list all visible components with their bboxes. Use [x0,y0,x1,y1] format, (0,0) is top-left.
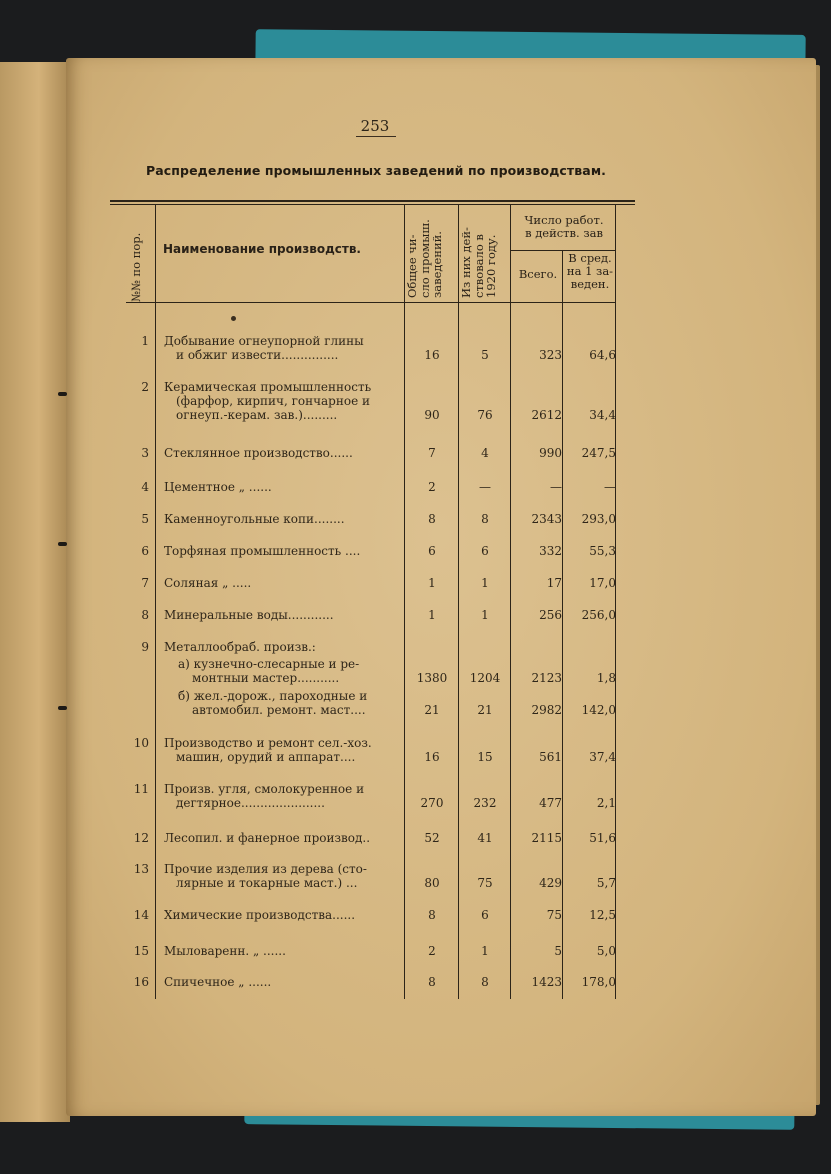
workers-average: 51,6 [589,831,616,845]
header-active: Из них дей- ствовало в 1920 году. [459,227,498,298]
col-divider-workers [562,250,563,999]
production-name [164,480,402,494]
workers-average: 247,5 [581,446,616,460]
page-number-rule [356,136,396,137]
workers-average: 293,0 [581,512,616,526]
production-name [164,862,402,890]
workers-total: 17 [546,576,562,590]
workers-average: 5,0 [596,944,616,958]
row-number: 9 [141,640,149,654]
active-count: 232 [473,796,497,810]
total-count: 270 [420,796,444,810]
production-name-line: машин, орудий и аппарат.... [176,750,356,764]
active-count: 8 [481,975,489,989]
workers-average: — [604,480,616,494]
production-name [164,446,402,460]
workers-average: 5,7 [596,876,616,890]
active-count: 41 [477,831,493,845]
workers-average: 256,0 [581,608,616,622]
production-name-line: б) жел.-дорож., пароходные и [178,689,368,703]
production-name [164,657,402,685]
total-count: 1 [428,608,436,622]
workers-total: 2612 [531,408,562,422]
row-number: 5 [141,512,149,526]
total-count: 1380 [416,671,448,685]
active-count: 1 [481,944,489,958]
production-name-line: лярные и токарные маст.) ... [176,876,358,890]
production-name-line: Добывание огнеупорной глины [164,334,364,348]
total-count: 90 [424,408,440,422]
active-count: 1 [481,608,489,622]
page-number: 253 [360,117,390,135]
total-count: 16 [424,750,440,764]
production-name-line: Произв. угля, смолокуренное и [164,782,365,796]
production-name [164,689,402,717]
workers-average: 37,4 [589,750,616,764]
production-name [164,512,402,526]
workers-total: 429 [539,876,562,890]
active-count: 8 [481,512,489,526]
production-name-line: Химические производства...... [164,908,356,922]
production-name [164,334,402,362]
table-top-rule-thin [110,204,635,205]
production-name-line: Торфяная промышленность .... [164,544,361,558]
workers-total: 2343 [531,512,562,526]
total-count: 52 [424,831,440,845]
production-name-line: а) кузнечно-слесарные и ре- [178,657,360,671]
active-count: 6 [481,544,489,558]
workers-total: 990 [539,446,562,460]
header-number: №№ по пор. [129,232,143,302]
production-name-line: дегтярное...................... [176,796,325,810]
workers-average: 1,8 [596,671,616,685]
col-divider-name [404,204,405,999]
production-name [164,782,402,810]
workers-total: 256 [539,608,562,622]
row-number: 15 [133,944,149,958]
row-number: 2 [141,380,149,394]
production-name [164,640,402,654]
production-name-line: Мыловаренн. „ ...... [164,944,286,958]
production-name-line: Керамическая промышленность [164,380,372,394]
workers-total: 2115 [531,831,562,845]
header-workers-avg: В сред. на 1 за- веден. [566,251,614,291]
active-count: 1 [481,576,489,590]
production-name-line: Прочие изделия из дерева (сто- [164,862,367,876]
workers-average: 34,4 [589,408,616,422]
workers-average: 142,0 [581,703,616,717]
workers-average: 12,5 [589,908,616,922]
workers-total: 2982 [531,703,562,717]
header-bottom-rule [126,302,616,303]
production-name [164,831,402,845]
ink-speck [231,316,236,321]
production-name-line: Производство и ремонт сел.-хоз. [164,736,372,750]
production-name-line: Каменноугольные копи........ [164,512,345,526]
active-count: 1204 [469,671,501,685]
workers-average: 64,6 [589,348,616,362]
active-count: — [479,480,491,494]
workers-total: 332 [539,544,562,558]
workers-average: 178,0 [581,975,616,989]
production-name [164,944,402,958]
row-number: 12 [133,831,149,845]
header-name: Наименование производств. [163,242,361,256]
production-name [164,576,402,590]
active-count: 76 [477,408,493,422]
total-count: 7 [428,446,436,460]
production-name-line: Соляная „ ..... [164,576,252,590]
production-name-line: автомобил. ремонт. маст.... [192,703,366,717]
header-workers-total: Всего. [518,267,558,281]
row-number: 11 [133,782,149,796]
total-count: 8 [428,908,436,922]
production-name [164,544,402,558]
col-divider-active [510,204,511,999]
workers-total: 1423 [531,975,562,989]
workers-total: 561 [539,750,562,764]
production-name-line: и обжиг извести............... [176,348,339,362]
row-number: 16 [133,975,149,989]
production-name-line: Минеральные воды............ [164,608,334,622]
total-count: 2 [428,944,436,958]
row-number: 1 [141,334,149,348]
active-count: 6 [481,908,489,922]
row-number: 4 [141,480,149,494]
production-name-line: огнеуп.-керам. зав.)......... [176,408,338,422]
production-name-line: монтныи мастер........... [192,671,340,685]
header-total: Общее чи- сло промыш. заведений. [405,219,444,298]
production-name-line: (фарфор, кирпич, гончарное и [176,394,370,408]
active-count: 4 [481,446,489,460]
production-name-line: Стеклянное производство...... [164,446,353,460]
workers-total: 5 [554,944,562,958]
production-name [164,608,402,622]
table-top-rule [110,200,635,202]
header-workers-group: Число работ. в действ. зав [524,213,604,240]
row-number: 13 [133,862,149,876]
active-count: 75 [477,876,493,890]
production-name [164,380,402,422]
row-number: 14 [133,908,149,922]
workers-average: 55,3 [589,544,616,558]
workers-total: 323 [539,348,562,362]
row-number: 3 [141,446,149,460]
production-name-line: Металлообраб. произв.: [164,640,316,654]
row-number: 7 [141,576,149,590]
total-count: 8 [428,512,436,526]
workers-total: — [550,480,562,494]
workers-total: 477 [539,796,562,810]
total-count: 1 [428,576,436,590]
spine-thread [58,706,67,710]
active-count: 15 [477,750,493,764]
workers-total: 75 [546,908,562,922]
table-title: Распределение промышленных заведений по производствам. [146,163,606,178]
total-count: 2 [428,480,436,494]
workers-average: 2,1 [596,796,616,810]
total-count: 16 [424,348,440,362]
col-divider-total [458,204,459,999]
production-name [164,736,402,764]
total-count: 8 [428,975,436,989]
production-name-line: Спичечное „ ...... [164,975,272,989]
total-count: 21 [424,703,440,717]
total-count: 80 [424,876,440,890]
col-divider-number [155,204,156,999]
total-count: 6 [428,544,436,558]
active-count: 21 [477,703,493,717]
spine-thread [58,542,67,546]
production-name [164,975,402,989]
workers-average: 17,0 [589,576,616,590]
workers-total: 2123 [531,671,562,685]
production-name-line: Лесопил. и фанерное производ.. [164,831,371,845]
production-name [164,908,402,922]
active-count: 5 [481,348,489,362]
row-number: 10 [133,736,149,750]
row-number: 8 [141,608,149,622]
row-number: 6 [141,544,149,558]
left-page [0,62,70,1122]
spine-thread [58,392,67,396]
production-name-line: Цементное „ ...... [164,480,272,494]
